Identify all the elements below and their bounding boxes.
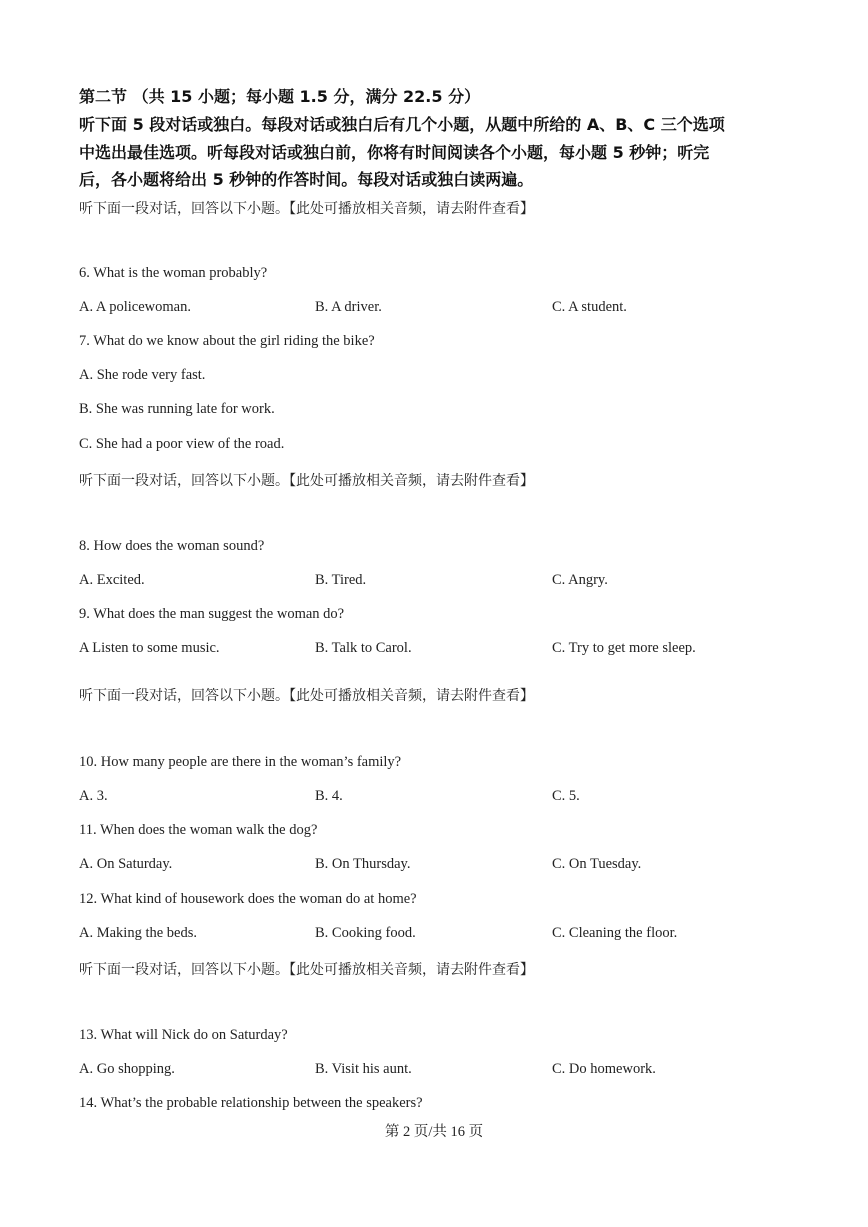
question-13-option-a: A. Go shopping.: [79, 1061, 175, 1077]
question-9-option-c: C. Try to get more sleep.: [552, 640, 696, 656]
section-instruction-line-1: 听下面 5 段对话或独白。每段对话或独白后有几个小题，从题中所给的 A、B、C 三个选项: [79, 115, 725, 134]
question-8-option-c: C. Angry.: [552, 572, 608, 588]
audio-prompt-1: 听下面一段对话，回答以下小题。【此处可播放相关音频，请去附件查看】: [79, 201, 534, 217]
question-7-stem: 7. What do we know about the girl riding the bike?: [79, 333, 375, 349]
question-7-option-a: A. She rode very fast.: [79, 367, 206, 383]
question-11-option-b: B. On Thursday.: [315, 856, 411, 872]
question-6-option-a: A. A policewoman.: [79, 299, 191, 315]
question-10-option-a: A. 3.: [79, 788, 108, 804]
question-13-option-b: B. Visit his aunt.: [315, 1061, 412, 1077]
audio-prompt-3: 听下面一段对话，回答以下小题。【此处可播放相关音频，请去附件查看】: [79, 688, 534, 704]
question-6-option-b: B. A driver.: [315, 299, 382, 315]
question-12-option-a: A. Making the beds.: [79, 925, 197, 941]
question-9-stem: 9. What does the man suggest the woman do?: [79, 606, 345, 622]
question-6-stem: 6. What is the woman probably?: [79, 265, 268, 281]
question-11-option-c: C. On Tuesday.: [552, 856, 642, 872]
question-8-option-b: B. Tired.: [315, 572, 367, 588]
question-6-option-c: C. A student.: [552, 299, 627, 315]
section-heading: 第二节 （共 15 小题；每小题 1.5 分，满分 22.5 分）: [79, 87, 481, 106]
question-14-stem: 14. What’s the probable relationship between the speakers?: [79, 1095, 423, 1111]
section-instruction-line-2: 中选出最佳选项。听每段对话或独白前，你将有时间阅读各个小题，每小题 5 秒钟；听完: [79, 143, 710, 162]
question-10-stem: 10. How many people are there in the woman’s family?: [79, 754, 402, 770]
question-13-stem: 13. What will Nick do on Saturday?: [79, 1027, 288, 1043]
question-7-option-c: C. She had a poor view of the road.: [79, 436, 285, 452]
question-12-stem: 12. What kind of housework does the woman do at home?: [79, 891, 417, 907]
question-8-stem: 8. How does the woman sound?: [79, 538, 265, 554]
question-7-option-b: B. She was running late for work.: [79, 401, 275, 417]
question-9-option-b: B. Talk to Carol.: [315, 640, 412, 656]
page-footer: 第 2 页/共 16 页: [384, 1124, 484, 1140]
question-10-option-b: B. 4.: [315, 788, 343, 804]
audio-prompt-2: 听下面一段对话，回答以下小题。【此处可播放相关音频，请去附件查看】: [79, 473, 534, 489]
question-8-option-a: A. Excited.: [79, 572, 145, 588]
question-10-option-c: C. 5.: [552, 788, 580, 804]
question-12-option-b: B. Cooking food.: [315, 925, 416, 941]
question-12-option-c: C. Cleaning the floor.: [552, 925, 678, 941]
question-11-option-a: A. On Saturday.: [79, 856, 173, 872]
section-instruction-line-3: 后，各小题将给出 5 秒钟的作答时间。每段对话或独白读两遍。: [79, 170, 534, 189]
question-13-option-c: C. Do homework.: [552, 1061, 656, 1077]
audio-prompt-4: 听下面一段对话，回答以下小题。【此处可播放相关音频，请去附件查看】: [79, 962, 534, 978]
question-11-stem: 11. When does the woman walk the dog?: [79, 822, 318, 838]
question-9-option-a: A Listen to some music.: [79, 640, 220, 656]
